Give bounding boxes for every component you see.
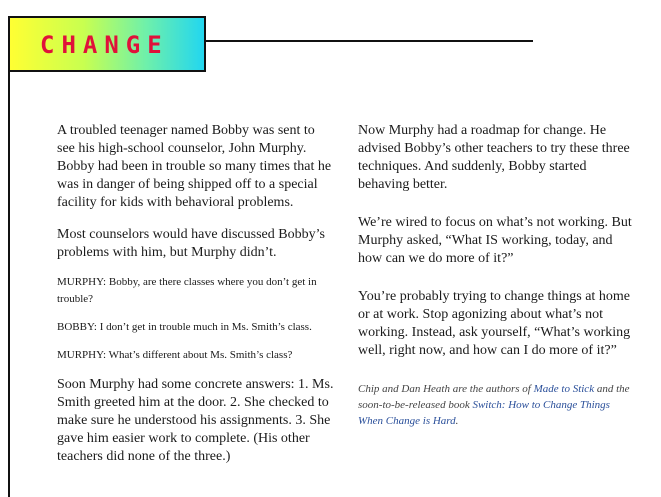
left-border-rule bbox=[8, 72, 10, 497]
dialogue-murphy-2: MURPHY: What’s different about Ms. Smith’s class? bbox=[57, 349, 293, 361]
title-divider bbox=[206, 40, 533, 42]
dialogue-bobby: BOBBY: I don’t get in trouble much in Ms. Smith’s class. bbox=[57, 321, 312, 333]
dialogue-murphy-1: MURPHY: Bobby, are there classes where you don’t get in trouble? bbox=[57, 276, 317, 305]
right-column bbox=[358, 122, 633, 429]
credit-suffix: . bbox=[455, 415, 459, 427]
focus-paragraph: We’re wired to focus on what’s not working. But Murphy asked, “What IS working, today, and how can we do more of it?” bbox=[358, 215, 632, 266]
title-banner bbox=[8, 16, 206, 72]
counselor-paragraph: Most counselors would have discussed Bobby’s problems with him, but Murphy didn’t. bbox=[57, 227, 325, 260]
left-column bbox=[57, 122, 335, 466]
roadmap-paragraph: Now Murphy had a roadmap for change. He advised Bobby’s other teachers to try these three techniques. And suddenly, Bobby started behaving better. bbox=[358, 123, 630, 192]
book-title-made-to-stick[interactable]: Made to Stick bbox=[533, 383, 595, 395]
credit-prefix: Chip and Dan Heath are the authors of bbox=[358, 383, 534, 395]
page-title: CHANGE bbox=[40, 31, 169, 59]
intro-paragraph: A troubled teenager named Bobby was sent to see his high-school counselor, John Murphy. Bobby had been in trouble so many times that he was in danger of being shipped off to a special facility for kids with behavioral problems. bbox=[57, 123, 332, 210]
book-title-switch[interactable]: Switch: How to Change Things When Change is Hard bbox=[358, 399, 610, 427]
advice-paragraph: You’re probably trying to change things at home or at work. Stop agonizing about what’s not working. Instead, ask yourself, “What’s working well, right now, and how can I do more of it?” bbox=[358, 289, 631, 358]
credit-middle: and the soon-to-be-released book bbox=[358, 383, 630, 411]
author-credit bbox=[358, 381, 633, 429]
answers-paragraph: Soon Murphy had some concrete answers: 1. Ms. Smith greeted him at the door. 2. She checked to make sure he understood his assignments. 3. She gave him easier work to complete. (His other teachers did none of the three.) bbox=[57, 377, 334, 464]
